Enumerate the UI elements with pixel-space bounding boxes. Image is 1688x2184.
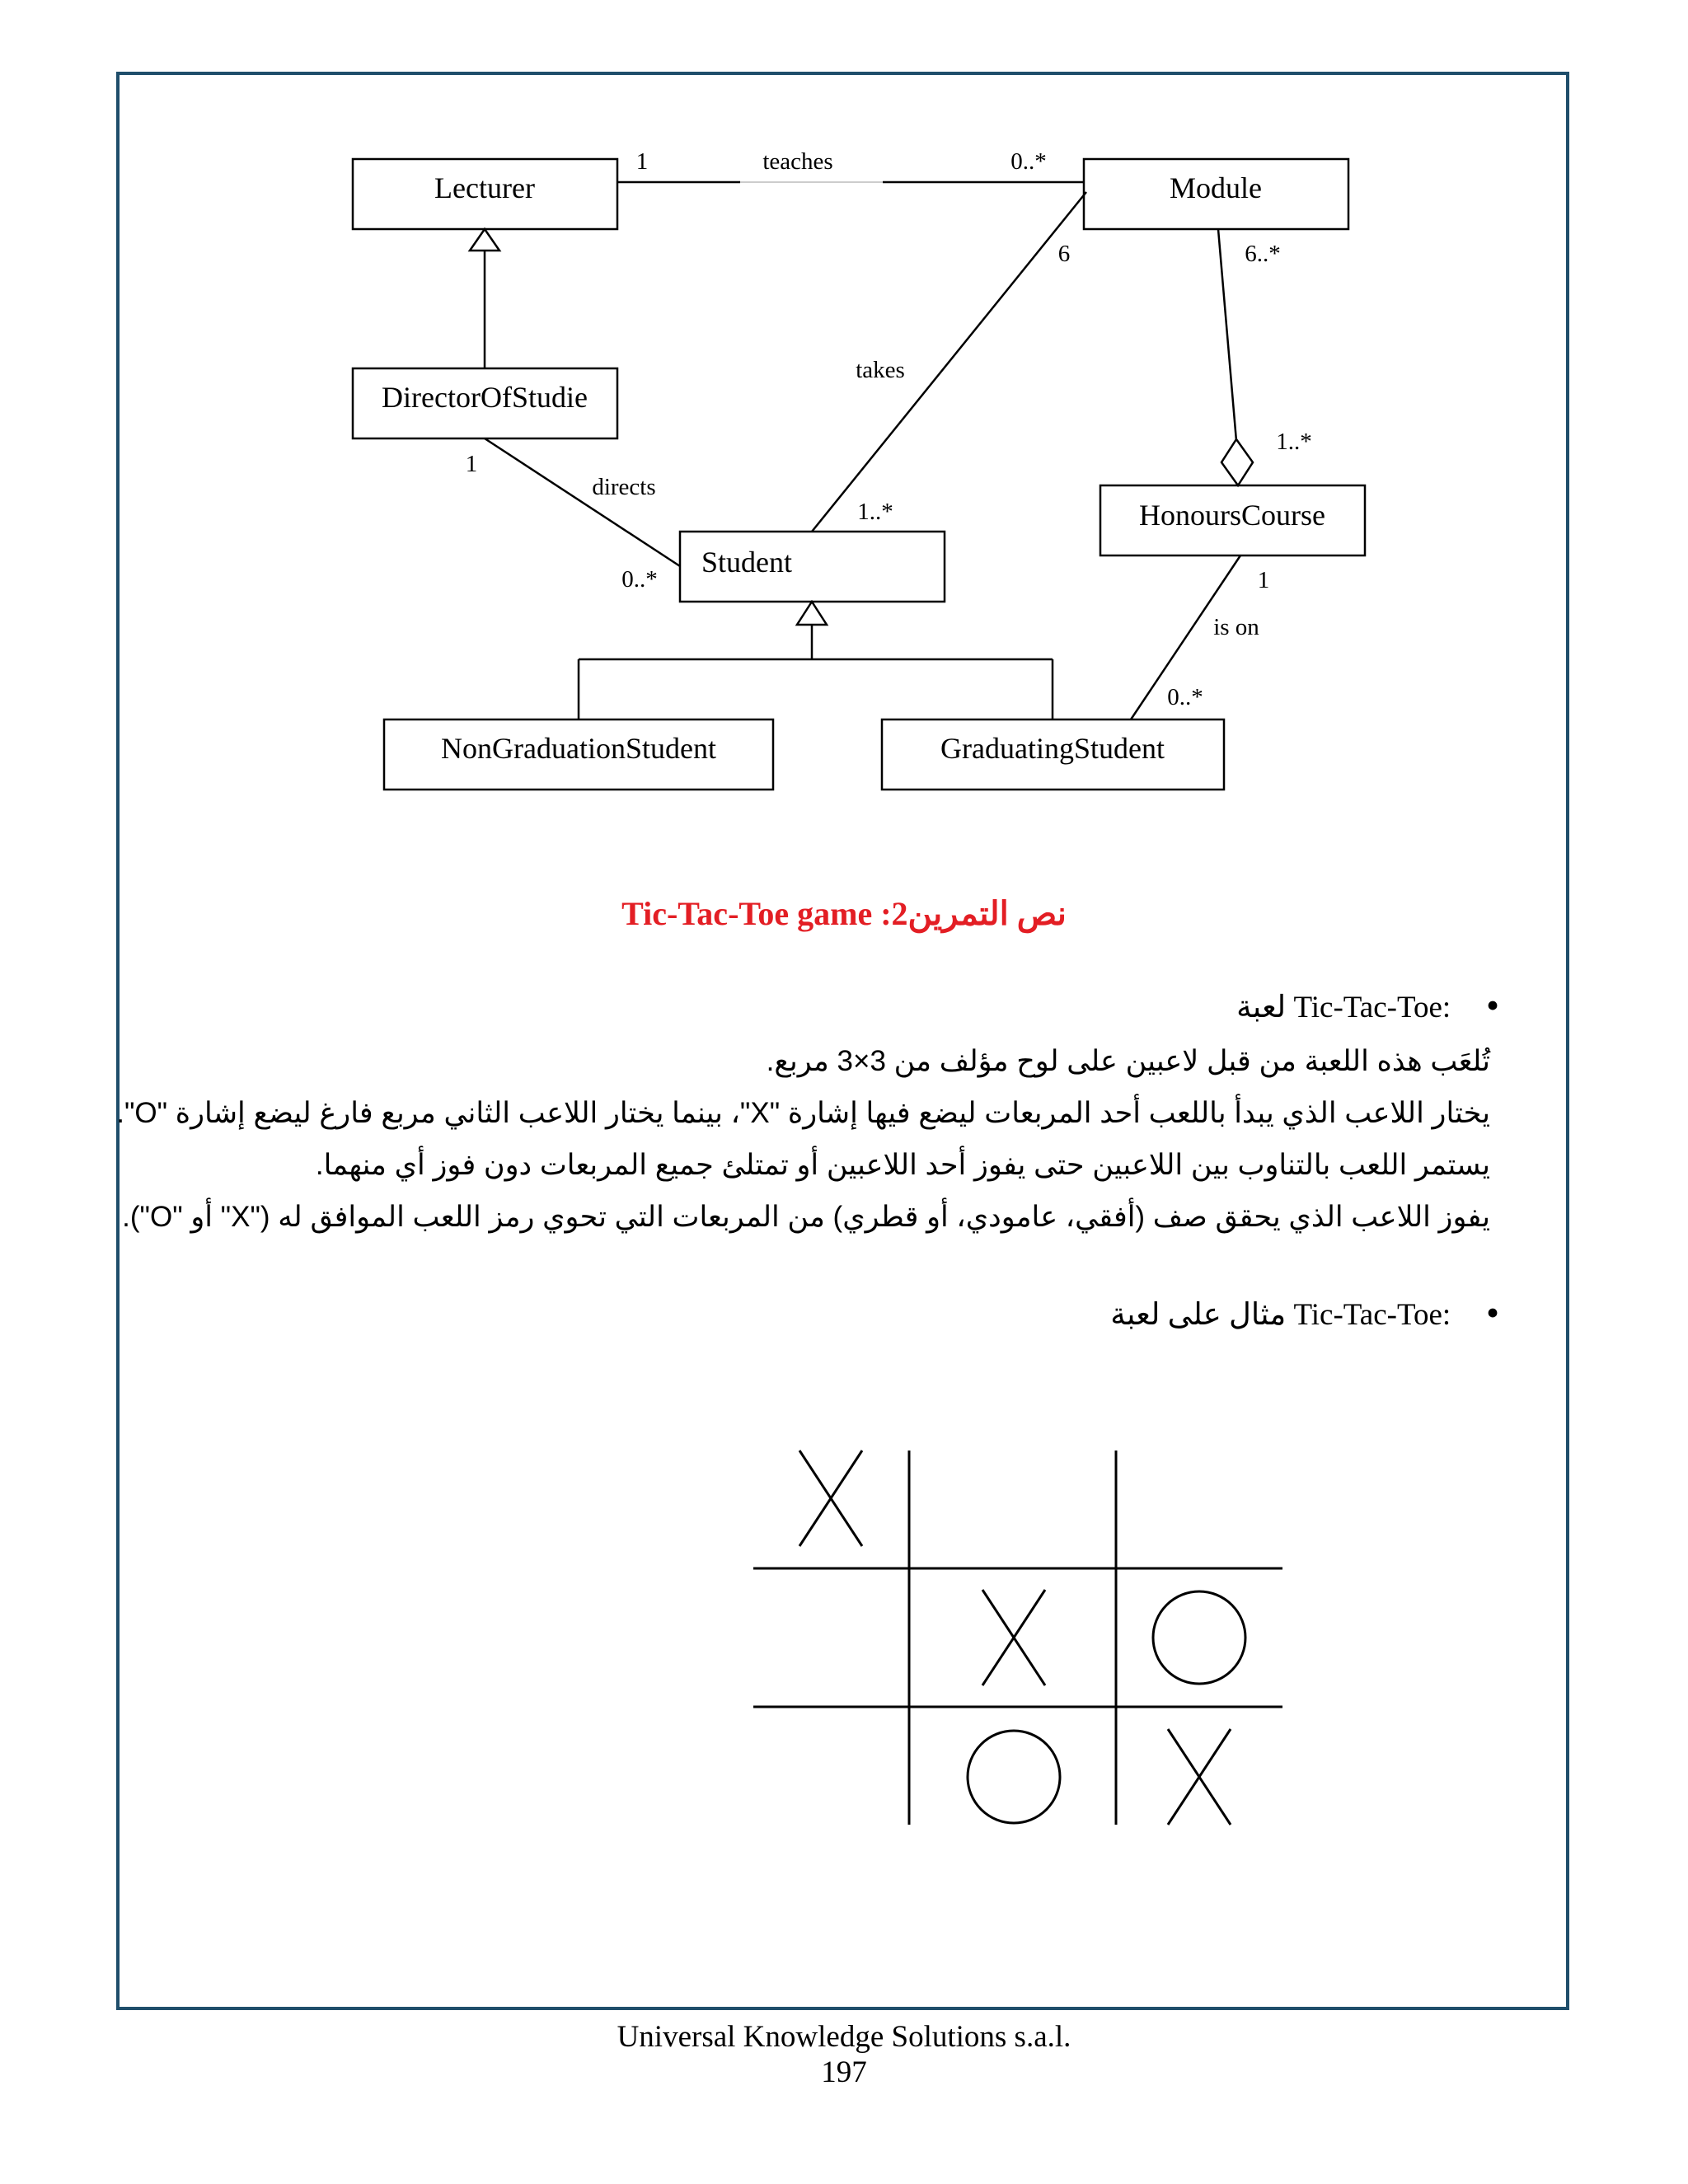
class-label-grad: GraduatingStudent	[940, 732, 1165, 765]
teaches-mult-module: 0..*	[1010, 148, 1047, 175]
class-label-director: DirectorOfStudie	[382, 381, 588, 414]
class-label-lecturer: Lecturer	[434, 171, 535, 204]
rule-line-3: يستمر اللعب بالتناوب بين اللاعبين حتى يفوز أحد اللاعبين أو تمتلئ جميع المربعات دون فوز أي منهما.	[315, 1149, 1490, 1181]
teaches-mult-lecturer: 1	[635, 148, 649, 175]
is-on-mult-grad: 0..*	[1167, 684, 1203, 710]
heading-arabic: نص التمرين2:	[872, 895, 1067, 932]
footer-page-number: 197	[821, 2055, 867, 2089]
x-mark	[799, 1451, 862, 1546]
class-label-honours: HonoursCourse	[1139, 499, 1325, 532]
teaches-label: teaches	[762, 148, 833, 175]
footer-company: Universal Knowledge Solutions s.a.l.	[617, 2020, 1071, 2054]
class-label-non-grad: NonGraduationStudent	[441, 732, 716, 765]
bullet-rules-text: :Tic-Tac-Toe لعبة	[1236, 991, 1451, 1024]
rule-line-1: تُلعَب هذه اللعبة من قبل لاعبين على لوح مؤلف من 3×3 مربع.	[766, 1045, 1490, 1077]
rule-line-4: يفوز اللاعب الذي يحقق صف (أفقي، عامودي، أو قطري) من المربعات التي تحوي رمز اللعب الموافق له ("X" أو "O").	[122, 1201, 1490, 1233]
aggregation-mult-module: 6..*	[1245, 241, 1281, 267]
bullet-icon: •	[1484, 989, 1502, 1024]
directs-mult-director: 1	[465, 451, 478, 477]
is-on-mult-honours: 1	[1257, 567, 1270, 593]
aggregation-mult-honours: 1..*	[1276, 429, 1312, 455]
o-mark	[968, 1731, 1060, 1823]
bullet-icon: •	[1484, 1296, 1502, 1332]
heading-english: Tic-Tac-Toe game	[621, 895, 873, 932]
x-mark	[982, 1590, 1045, 1685]
directs-mult-student: 0..*	[621, 566, 658, 593]
rule-line-2: يختار اللاعب الذي يبدأ باللعب أحد المربعات ليضع فيها إشارة "X"، بينما يختار اللاعب الثاني مربع فارغ ليضع إشارة "O".	[116, 1097, 1490, 1129]
bullet-example-text: :Tic-Tac-Toe مثال على لعبة	[1110, 1298, 1451, 1332]
directs-label: directs	[592, 474, 656, 500]
takes-mult-module: 6	[1057, 241, 1071, 267]
o-mark	[1153, 1591, 1245, 1684]
takes-mult-student: 1..*	[857, 499, 893, 525]
x-mark	[1168, 1729, 1231, 1825]
is-on-label: is on	[1213, 614, 1259, 640]
takes-label: takes	[856, 357, 905, 383]
class-label-student: Student	[701, 546, 793, 579]
class-label-module: Module	[1170, 171, 1262, 204]
